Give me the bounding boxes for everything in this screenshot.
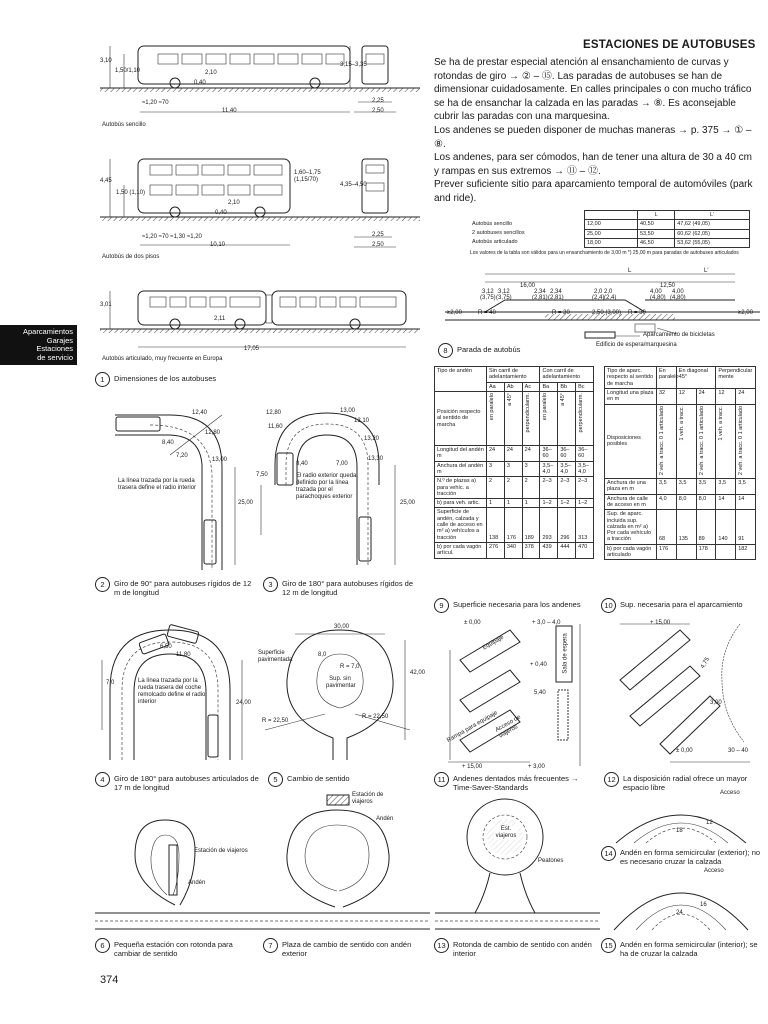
figure-caption-text: Plaza de cambio de sentido con andén exterior xyxy=(282,940,412,958)
dim-label: ≈1,20 ≈70 xyxy=(142,100,169,106)
intro-paragraph: Los andenes, para ser cómodos, han de tener una altura de 30 a 40 cm y rampas en sus extremos → ⑪ – ⑫. xyxy=(434,152,752,177)
station-label: Estación de viajeros xyxy=(194,848,248,854)
dim-label: + 3,0 – 4,0 xyxy=(532,620,561,626)
figure-caption xyxy=(268,772,350,787)
table-header: Tipo de aparc. respecto al sentido de marcha xyxy=(605,367,657,389)
dim-label: 2,34 xyxy=(550,289,562,295)
table-header: En paralelo xyxy=(657,367,677,389)
page-heading: ESTACIONES DE AUTOBUSES xyxy=(583,39,756,51)
table-header: Aa xyxy=(487,382,505,391)
table-row: Anchura de una plaza en m 3,5 3,5 3,5 3,5 3,5 xyxy=(605,478,756,494)
figure-number: 1 xyxy=(95,372,110,387)
dim-label: 13,00 xyxy=(340,408,356,414)
figure-caption-text: Giro de 180° para autobuses rígidos de 12 m de longitud xyxy=(282,579,414,597)
dim-label: R = 30 xyxy=(552,310,570,316)
dim-label: 42,00 xyxy=(410,670,426,676)
articulated-bus-drawing xyxy=(100,285,420,355)
sawtooth-platforms-drawing xyxy=(440,620,600,770)
dim-label: 2,10 xyxy=(205,70,217,76)
figure-caption xyxy=(95,938,260,958)
dim-label: (2,4) xyxy=(592,295,605,301)
figure-number: 7 xyxy=(263,938,278,953)
dim-label: 2,25 xyxy=(372,98,384,104)
bus-stop-table xyxy=(470,210,760,257)
u-turn-drawing xyxy=(255,620,425,770)
dim-label: 2,50 (3,00) xyxy=(592,310,622,316)
figure-number: 15 xyxy=(601,938,616,953)
dim-label: 4,75 xyxy=(699,656,711,670)
surface-label: Superficie pavimentada xyxy=(258,650,293,663)
dim-label: L' xyxy=(704,268,709,274)
bus-label: Autobús de dos pisos xyxy=(102,254,160,260)
figure-caption xyxy=(95,772,265,792)
dim-label: 2,0 xyxy=(604,289,613,295)
section-tab xyxy=(0,325,77,365)
shelter-label: Edificio de espera/marquesina xyxy=(596,342,677,348)
dim-label: (3,75) xyxy=(480,295,496,301)
dim-label: 7,50 xyxy=(256,472,268,478)
section-tab-line: Garajes xyxy=(46,335,73,345)
figure-caption-text: Andén en forma semicircular (interior); se ha de cruzar la calzada xyxy=(620,940,758,958)
dim-label: 7,0 xyxy=(106,680,115,686)
figure-number: 3 xyxy=(263,577,278,592)
table-row: Autobús articulado 18,00 46,50 53,62 (55,05) xyxy=(470,238,750,247)
dim-label: 4,00 xyxy=(672,289,684,295)
dim-label: 13,20 xyxy=(364,436,380,442)
table-row: b) para veh. artic. 1 1 1 1–2 1–2 1–2 xyxy=(435,499,594,508)
station-label: Est. viajeros xyxy=(495,826,517,839)
single-bus-drawing xyxy=(100,40,420,135)
turn-plaza-drawing xyxy=(265,795,430,935)
intro-paragraph: Se ha de prestar especial atención al ensanchamiento de curvas y rotondas de giro → ② – ⑮. Las paradas de autobuses se han de dimensionar cuidadosamente. En calles principales o con mucho tráfico se ha de ensanchar la calzada en las paradas → ⑧. Es aconsejable cubrir las paradas con una marquesina. xyxy=(434,57,752,123)
dim-label: + 15,00 xyxy=(462,764,483,770)
small-station-drawing xyxy=(95,795,265,935)
dim-label: 3,00 xyxy=(710,700,722,706)
section-tab-line: de servicio xyxy=(37,352,73,362)
dim-label: 1,50 (1,10) xyxy=(116,190,146,196)
dim-label: 3,12 xyxy=(482,289,494,295)
dim-label: 17,05 xyxy=(244,346,260,352)
dim-label: L xyxy=(628,268,632,274)
figure-caption-text: Giro de 180° para autobuses articulados de 17 m de longitud xyxy=(114,774,259,792)
figure-caption xyxy=(263,938,428,958)
table-header: L' xyxy=(675,211,750,220)
figure-number: 14 xyxy=(601,846,616,861)
table-row: 2 autobuses sencillos 25,00 53,50 60,62 (62,05) xyxy=(470,229,750,238)
figure-caption xyxy=(601,846,761,866)
table-note: Los valores de la tabla son válidos para un ensanchamiento de 3,00 m *) 25,00 m para paradas de autobuses articulados xyxy=(470,250,739,257)
dim-label: 7,20 xyxy=(176,453,188,459)
platform-label: Andén xyxy=(376,816,394,822)
diagram-label: Equipaje xyxy=(481,634,506,652)
dim-label: 4,00 xyxy=(650,289,662,295)
dim-label: 11,80 xyxy=(176,652,191,658)
dim-label: R = 7,0 xyxy=(340,664,360,670)
bike-label: Aparcamiento de bicicletas xyxy=(643,332,715,338)
figure-caption xyxy=(438,343,520,358)
dim-label: 4,35–4,50 xyxy=(340,182,367,188)
dim-label: 30,00 xyxy=(334,624,350,630)
intro-paragraph: Prever suficiente sitio para aparcamiento temporal de automóviles (park and ride). xyxy=(434,179,753,204)
figure-caption xyxy=(434,598,581,613)
station-label: Estación de viajeros xyxy=(352,792,384,805)
dim-label: (3,75) xyxy=(496,295,512,301)
figure-number: 8 xyxy=(438,343,453,358)
figure-number: 12 xyxy=(604,772,619,787)
dim-label: + 0,40 xyxy=(530,662,547,668)
dim-label: 8,0 xyxy=(318,652,327,658)
dim-label: 12,40 xyxy=(192,410,208,416)
figure-number: 11 xyxy=(434,772,449,787)
intro-paragraph: Los andenes se pueden disponer de muchas maneras → p. 375 → ① – ⑧. xyxy=(434,124,752,150)
dim-label: 12,80 xyxy=(266,410,282,416)
dim-label: 16 xyxy=(700,902,707,908)
dim-label: 0,40 xyxy=(215,210,227,216)
dim-label: 4,45 xyxy=(100,178,112,184)
table-header: Bc xyxy=(576,382,594,391)
dim-label: + 15,00 xyxy=(650,620,671,626)
figure-caption-text: Andén en forma semicircular (exterior); no es necesario cruzar la calzada xyxy=(620,848,761,866)
figure-caption-text: Giro de 90° para autobuses rígidos de 12 m de longitud xyxy=(114,579,252,597)
dim-label: 24 xyxy=(676,910,683,916)
access-label: Acceso xyxy=(720,790,740,796)
table-row: Posición respecto al sentido de marcha en paralelo a 45° perpendicularm. en paralelo a 45° perpendicularm. xyxy=(435,391,594,445)
dim-label: 7,00 xyxy=(336,461,348,467)
table-row: Anchura del andén m 3 3 3 3,5–4,0 3,5–4,0 3,5–4,0 xyxy=(435,461,594,477)
dim-label: 6,50 xyxy=(160,644,172,650)
dim-label: 25,00 xyxy=(238,500,254,506)
dim-label: R = 40 xyxy=(478,310,496,316)
dim-label: 2,50 xyxy=(372,108,384,114)
dim-label: 30 – 40 xyxy=(728,748,749,754)
table-row: Superficie de andén, calzada y calle de acceso en m² a) vehículos a tracción 138 176 189 293 296 313 xyxy=(435,508,594,543)
dim-label: 3,12 xyxy=(498,289,510,295)
table-row: N.º de plazas a) para vehíc. a tracción 2 2 2 2–3 2–3 2–3 xyxy=(435,477,594,499)
dim-label: 2,10 xyxy=(228,200,240,206)
dim-label: 1,60–1,75 (1,15/70) xyxy=(294,170,321,183)
access-label: Acceso xyxy=(704,868,724,874)
diagram-label: Acceso de viajeros xyxy=(494,714,522,740)
figure-number: 13 xyxy=(434,938,449,953)
dim-label: ± 0,00 xyxy=(464,620,481,626)
table-header: Ab xyxy=(504,382,522,391)
dim-label: 3,01 xyxy=(100,302,112,308)
figure-caption xyxy=(601,598,743,613)
figure-caption-text: Cambio de sentido xyxy=(287,774,350,783)
dim-label: ≥2,00 xyxy=(738,310,753,316)
figure-number: 9 xyxy=(434,598,449,613)
dim-label: 0,40 xyxy=(194,80,206,86)
figure-number: 10 xyxy=(601,598,616,613)
dim-label: 2,11 xyxy=(214,316,226,322)
figure-caption-text: Parada de autobús xyxy=(457,345,521,354)
table-row: Sup. de aparc. incluida sup. calzada en m² a) Por cada vehículo a tracción 68 135 89 140 91 xyxy=(605,510,756,545)
table-header: Sin carril de adelantamiento xyxy=(487,367,540,383)
dim-label: 13,00 xyxy=(212,457,228,463)
semicircle-outer-drawing xyxy=(606,795,756,845)
dim-label: (4,80) xyxy=(650,295,666,301)
figure-caption xyxy=(95,372,216,387)
figure-caption-text: Rotonda de cambio de sentido con andén interior xyxy=(453,940,592,958)
figure-note: El radio exterior queda definido por la línea trazada por el parachoques exterior xyxy=(296,473,357,500)
dim-label: 18 xyxy=(676,828,683,834)
figure-caption-text: Dimensiones de los autobuses xyxy=(114,374,217,383)
figure-number: 6 xyxy=(95,938,110,953)
figure-caption-text: Sup. necesaria para el aparcamiento xyxy=(620,600,743,609)
table-header: Tipo de andén xyxy=(435,367,487,392)
dim-label: 8,40 xyxy=(162,440,174,446)
dim-label: 12,50 xyxy=(660,283,676,289)
table-header: Ba xyxy=(540,382,558,391)
table-row: b) por cada vagón artícul. 276 340 378 439 444 470 xyxy=(435,543,594,559)
table-header: L xyxy=(638,211,675,220)
table-row: b) por cada vagón articulado 176 178 182 xyxy=(605,544,756,560)
dim-label: 5,40 xyxy=(534,690,546,696)
dim-label: 2,25 xyxy=(372,232,384,238)
dim-label: (2,4) xyxy=(604,295,617,301)
dim-label: 1,50/1,10 xyxy=(115,68,141,74)
dim-label: 12 xyxy=(706,820,713,826)
dim-label: 16,00 xyxy=(520,283,536,289)
dim-label: 11,60 xyxy=(268,424,283,430)
table-row: Longitud del andén m 24 24 24 36–60 36–60 36–60 xyxy=(435,445,594,461)
dim-label: ± 0,00 xyxy=(676,748,693,754)
figure-caption xyxy=(95,577,255,597)
intro-text xyxy=(434,56,756,206)
dim-label: (4,80) xyxy=(670,295,686,301)
dim-label: 3,15–3,35 xyxy=(340,62,367,68)
figure-number: 5 xyxy=(268,772,283,787)
figure-caption xyxy=(601,938,761,958)
table-row: Longitud una plaza en m 32 12 24 12 24 xyxy=(605,388,756,404)
figure-caption-text: La disposición radial ofrece un mayor espacio libre xyxy=(623,774,748,792)
dim-label: 13,30 xyxy=(368,456,384,462)
table-header: Bb xyxy=(558,382,576,391)
dim-label: 8,40 xyxy=(296,461,308,467)
figure-caption-text: Pequeña estación con rotonda para cambiar de sentido xyxy=(114,940,233,958)
figure-caption-text: Andenes dentados más frecuentes → Time-Saver-Standards xyxy=(453,774,579,792)
table-row: Autobús sencillo 12,00 40,50 47,62 (49,05) xyxy=(470,220,750,229)
figure-number: 4 xyxy=(95,772,110,787)
dim-label: 3,10 xyxy=(100,58,112,64)
table-row: Anchura de calle de acceso en m 4,0 8,0 8,0 14 14 xyxy=(605,494,756,510)
figure-caption xyxy=(604,772,764,792)
dim-label: 12,80 xyxy=(205,430,221,436)
dim-label: 13,10 xyxy=(354,418,370,424)
figure-caption-text: Superficie necesaria para los andenes xyxy=(453,600,581,609)
dim-label: 2,34 xyxy=(534,289,546,295)
table-header: Con carril de adelantamiento xyxy=(540,367,594,383)
figure-caption xyxy=(434,938,599,958)
section-tab-line: Aparcamientos xyxy=(22,327,73,336)
dim-label: 11,40 xyxy=(222,108,237,114)
page-number: 374 xyxy=(100,974,119,986)
dim-label: 25,00 xyxy=(400,500,416,506)
figure-caption xyxy=(263,577,423,597)
dim-label: R = 22,50 xyxy=(362,714,389,720)
roundabout-drawing xyxy=(435,795,600,935)
figure-number: 2 xyxy=(95,577,110,592)
dim-label: 24,00 xyxy=(236,700,252,706)
center-label: Sup. sin pavimentar xyxy=(326,676,356,689)
dim-label: (2,81) xyxy=(532,295,548,301)
table-header: En diagonal 45° xyxy=(676,367,716,389)
figure-caption xyxy=(434,772,599,792)
figure-note: La línea trazada por la rueda trasera define el radio interior xyxy=(118,478,197,491)
table-header: Ac xyxy=(522,382,540,391)
section-tab-line: Estaciones xyxy=(36,344,73,353)
dim-label: 10,10 xyxy=(210,242,226,248)
dim-label: 2,0 xyxy=(594,289,603,295)
dim-label: + 3,00 xyxy=(528,764,545,770)
table-row: Disposiciones posibles 2 veh. a tracc. 0 1 articulado 1 veh. a tracc. 2 veh. a tracc. 0 1 articulado 1 veh. a tracc. 2 veh. a tracc. 0 1 articulado xyxy=(605,404,756,478)
parking-area-table xyxy=(604,366,756,560)
semicircle-inner-drawing xyxy=(606,870,756,932)
table-header xyxy=(585,211,638,220)
diagram-label: Rampa para equipaje xyxy=(446,710,499,745)
dim-label: (2,81) xyxy=(548,295,564,301)
pedestrian-label: Peatones xyxy=(538,858,564,864)
dim-label: R = 30 xyxy=(628,310,646,316)
platform-area-table xyxy=(434,366,594,559)
bus-label: Autobús articulado, muy frecuente en Europa xyxy=(102,356,223,362)
dim-label: ≥2,00 xyxy=(447,310,462,316)
diagram-label: Sala de espera xyxy=(562,633,569,674)
figure-note: La línea trazada por la rueda trasera del coche remolcado define el radio interior xyxy=(138,678,206,705)
platform-label: Andén xyxy=(188,880,206,886)
bus-label: Autobús sencillo xyxy=(102,122,146,128)
dim-label: 2,50 xyxy=(372,242,384,248)
table-header: Perpendicularmente xyxy=(716,367,756,389)
dim-label: ≈1,20 ≈70 ≈1,30 ≈1,20 xyxy=(142,234,202,240)
dim-label: R = 22,50 xyxy=(262,718,289,724)
